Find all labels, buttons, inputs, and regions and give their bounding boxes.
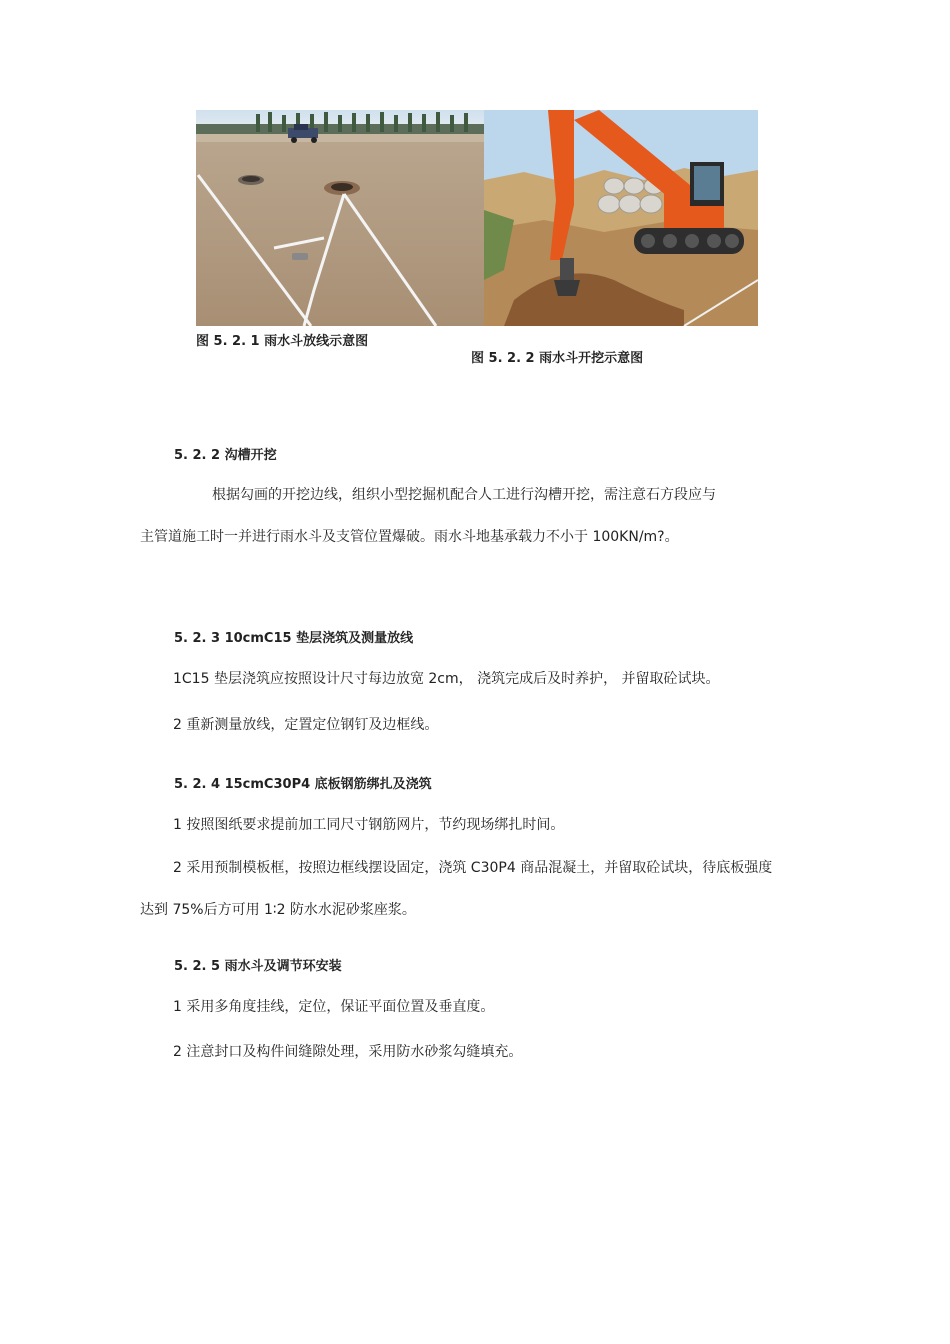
section-523-item-1: 1C15 垫层浇筑应按照设计尺寸每边放宽 2cm， 浇筑完成后及时养护， 并留取砼试块。 [173,671,720,687]
figure-2-caption: 图 5. 2. 2 雨水斗开挖示意图 [471,351,644,366]
section-524-item-1: 1 按照图纸要求提前加工同尺寸钢筋网片，节约现场绑扎时间。 [173,817,565,833]
excavation-photo-image [484,110,758,326]
section-522-paragraph-line-2: 主管道施工时一并进行雨水斗及支管位置爆破。雨水斗地基承载力不小于 100KN/m?。 [140,529,679,545]
section-525-item-2: 2 注意封口及构件间缝隙处理，采用防水砂浆勾缝填充。 [173,1044,523,1060]
layout-photo-image [196,110,484,326]
section-523-item-2: 2 重新测量放线，定置定位钢钉及边框线。 [173,717,439,733]
figure-1-caption: 图 5. 2. 1 雨水斗放线示意图 [196,334,369,349]
section-523-heading: 5. 2. 3 10cmC15 垫层浇筑及测量放线 [174,631,414,646]
figure-layout-photo [196,110,484,326]
section-525-item-1: 1 采用多角度挂线，定位，保证平面位置及垂直度。 [173,999,495,1015]
section-522-heading: 5. 2. 2 沟槽开挖 [174,448,277,463]
figure-excavation-photo [484,110,758,326]
section-522-paragraph-line-1: 根据勾画的开挖边线，组织小型挖掘机配合人工进行沟槽开挖，需注意石方段应与 [212,487,716,503]
section-524-item-2-line-2: 达到 75%后方可用 1∶2 防水水泥砂浆座浆。 [140,902,416,918]
section-524-item-2-line-1: 2 采用预制模板框，按照边框线摆设固定，浇筑 C30P4 商品混凝土，并留取砼试块，待底板强度 [173,860,773,876]
section-524-heading: 5. 2. 4 15cmC30P4 底板钢筋绑扎及浇筑 [174,777,432,792]
section-525-heading: 5. 2. 5 雨水斗及调节环安装 [174,959,342,974]
